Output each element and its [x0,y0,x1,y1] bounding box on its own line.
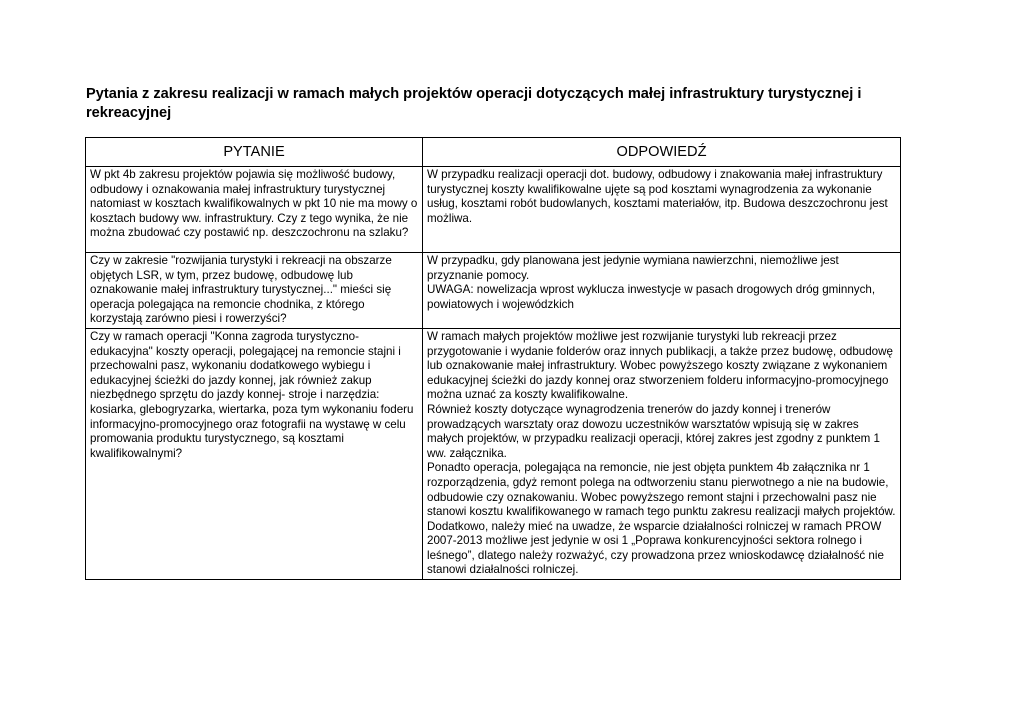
answer-paragraph: W ramach małych projektów możliwe jest rozwijanie turystyki lub rekreacji przez przygotowanie i wydanie folderów oraz innych publikacji, a także przez budowę, odbudowę lub oznakowanie małej infrastruktury. Wobec powyższego koszty związane z wykonaniem edukacyjnej ścieżki do jazdy konnej oraz stworzeniem folderu informacyjno-promocyjnego można uznać za koszty kwalifikowalne. [427,329,893,402]
question-cell: Czy w zakresie "rozwijania turystyki i rekreacji na obszarze objętych LSR, w tym, przez budowę, odbudowę lub oznakowanie małej infrastruktury turystycznej..." mieści się operacja polegająca na remoncie chodnika, z którego korzystają zarówno piesi i rowerzyści? [86,253,423,329]
page-title: Pytania z zakresu realizacji w ramach małych projektów operacji dotyczących małej infrastruktury turystycznej i rekreacyjnej [86,86,862,121]
qa-table [85,137,901,580]
answer-cell [423,253,901,329]
answer-cell [423,167,901,253]
question-cell: Czy w ramach operacji "Konna zagroda turystyczno-edukacyjna" koszty operacji, polegającej na remoncie stajni i przechowalni pasz, wykonaniu dodatkowego wybiegu i edukacyjnej ścieżki do jazdy konnej, jak również zakup niezbędnego sprzętu do jazdy konnej- stroje i narzędzia: kosiarka, glebogryzarka, wiertarka, poza tym wykonaniu foderu informacyjno-promocyjnego oraz fotografii na wystawę w celu promowania produktu turystycznego, są kosztami kwalifikowalnymi? [86,328,423,579]
answer-column-header: ODPOWIEDŹ [423,138,901,167]
table-row [86,253,901,329]
table-header-row [86,138,901,167]
answer-paragraph: Ponadto operacja, polegająca na remoncie, nie jest objęta punktem 4b załącznika nr 1 rozporządzenia, gdyż remont polega na odtworzeniu stanu pierwotnego a nie na budowie, odbudowie czy oznakowaniu. Wobec powyższego remont stajni i przechowalni pasz nie stanowi kosztu kwalifikowanego w ramach tego punktu zakresu realizacji małych projektów. Dodatkowo, należy mieć na uwadze, że wsparcie działalności rolniczej w ramach PROW 2007-2013 możliwe jest jedynie w osi 1 „Poprawa konkurencyjności sektora rolnego i leśnego”, dlatego należy rozważyć, czy prowadzona przez wnioskodawcę działalność nie stanowi działalności rolniczej. [427,461,896,577]
answer-cell [423,328,901,579]
question-column-header: PYTANIE [86,138,423,167]
answer-paragraph: UWAGA: nowelizacja wprost wyklucza inwestycje w pasach drogowych dróg gminnych, powiatowych i wojewódzkich [427,283,876,311]
answer-paragraph: W przypadku realizacji operacji dot. budowy, odbudowy i znakowania małej infrastruktury turystycznej koszty kwalifikowalne ujęte są pod kosztami wynagrodzenia za wykonanie usług, kosztami robót budowlanych, kosztami materiałów, itp. Budowa deszczochronu jest możliwa. [427,168,888,225]
answer-paragraph: W przypadku, gdy planowana jest jedynie wymiana nawierzchni, niemożliwe jest przyznanie pomocy. [427,254,839,282]
question-cell: W pkt 4b zakresu projektów pojawia się możliwość budowy, odbudowy i oznakowania małej infrastruktury turystycznej natomiast w kosztach kwalifikowalnych w pkt 10 nie ma mowy o kosztach budowy ww. infrastruktury. Czy z tego wynika, że nie można zbudować czy postawić np. deszczochronu na szlaku? [86,167,423,253]
table-row [86,167,901,253]
table-row [86,328,901,579]
answer-paragraph: Również koszty dotyczące wynagrodzenia trenerów do jazdy konnej i trenerów prowadzących warsztaty oraz dowozu uczestników warsztatów wpisują się w zakres małych projektów, w przypadku realizacji operacji, której zakres jest zgodny z punktem 1 ww. załącznika. [427,402,880,460]
